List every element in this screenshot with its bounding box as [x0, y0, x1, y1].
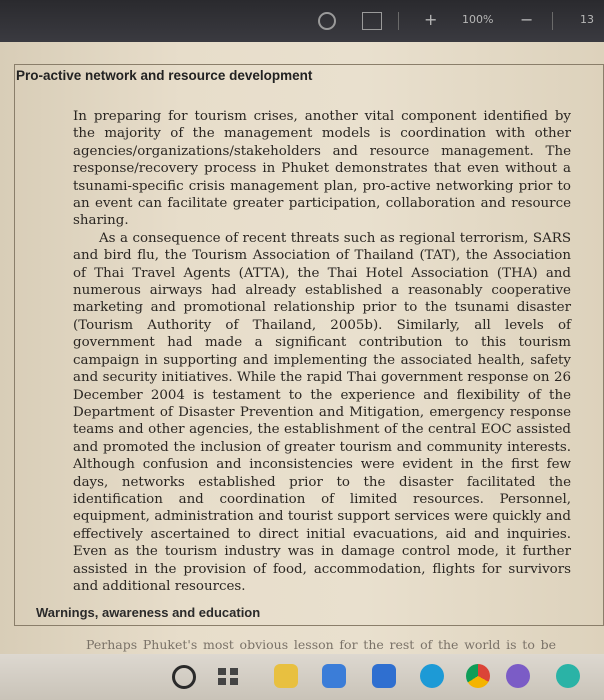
- fit-page-icon[interactable]: [362, 12, 382, 30]
- paragraph: As a consequence of recent threats such as regional terrorism, SARS and bird flu, the Tourism Association of Thailand (TAT), the Association of Thai Travel Agents (ATTA), the Thai Hotel Association (THA) and numerous airways had already established a reasonably cooperative marketing and promotional relationship prior to the tsunami disaster (Tourism Authority of Thailand, 2005b). Similarly, all levels of government had made a significant contribution to this tourism campaign in supporting and implementing the associated health, safety and security initiatives. While the rapid Thai government response on 26 December 2004 is testament to the experience and flexibility of the Department of Disaster Prevention and Mitigation, emergency response teams and other agencies, the establishment of the central EOC assisted and promoted the inclusion of greater tourism and community interests. Although confusion and inconsistencies were evident in the first few days, networks established prior to the disaster facilitated the identification and coordination of limited resources. Personnel, equipment, administration and tourist support services were quickly and effectively ascertained to direct initial evacuations, aid and inquiries. Even as the tourism industry was in damage control mode, it further assisted in the provision of food, accommodation, flights for survivors and additional resources.: [73, 230, 571, 594]
- section-body-warnings: Perhaps Phuket's most obvious lesson for the rest of the world is to be: [86, 637, 556, 652]
- edge-browser-icon[interactable]: [420, 664, 444, 688]
- section-heading-network: Pro-active network and resource development: [16, 68, 313, 83]
- taskbar: [0, 654, 604, 700]
- file-explorer-icon[interactable]: [274, 664, 298, 688]
- toolbar-divider: [398, 12, 399, 30]
- zoom-in-button[interactable]: +: [424, 10, 438, 29]
- document-page: [0, 42, 604, 654]
- chrome-icon[interactable]: [466, 664, 490, 688]
- page-number[interactable]: 13: [580, 13, 594, 26]
- rotate-icon[interactable]: [318, 12, 336, 30]
- store-icon[interactable]: [322, 664, 346, 688]
- app-icon[interactable]: [506, 664, 530, 688]
- zoom-out-button[interactable]: −: [520, 10, 534, 29]
- paragraph: In preparing for tourism crises, another vital component identified by the majority of the management models is coordination with other agencies/organizations/stakeholders and resource management. The response/recovery process in Phuket demonstrates that even without a tsunami-specific crisis management plan, pro-active networking prior to an event can facilitate greater participation, collaboration and resource sharing.: [73, 109, 571, 229]
- mail-icon[interactable]: [372, 664, 396, 688]
- section-heading-warnings: Warnings, awareness and education: [36, 605, 261, 620]
- search-icon[interactable]: [172, 665, 196, 689]
- section-body-network: [73, 108, 571, 595]
- zoom-level[interactable]: 100%: [462, 13, 494, 26]
- viewer-toolbar: [0, 0, 604, 42]
- app-icon[interactable]: [556, 664, 580, 688]
- task-view-icon[interactable]: [218, 668, 240, 686]
- toolbar-divider: [552, 12, 553, 30]
